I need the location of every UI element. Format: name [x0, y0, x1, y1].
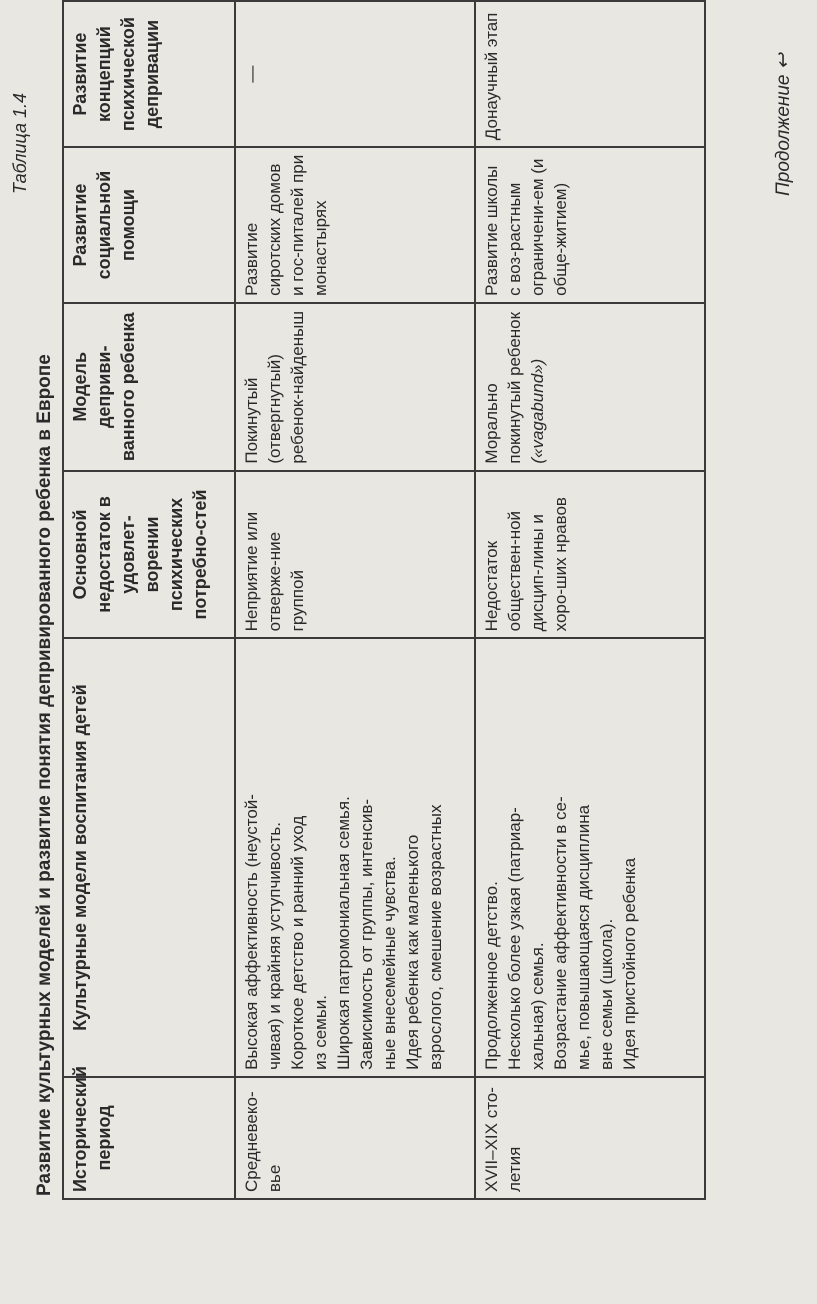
text-line: взрослого, смешение возрастных [426, 804, 445, 1070]
text-line: Возрастание аффективности в се- [551, 796, 570, 1070]
cell-concept: Донаучный этап [475, 1, 705, 147]
table-title: Развитие культурных моделей и развитие понятия депривированного ребенка в Европе [34, 354, 55, 1196]
cell-period: XVII–XIX сто-летия [475, 1077, 705, 1199]
header-main-deficit: Основной недостаток в удовлет-ворении психических потребно-стей [63, 471, 235, 639]
text-line: Несколько более узкая (патриар- [505, 807, 524, 1070]
cell-cultural-model [235, 638, 475, 1076]
header-social-help: Развитие социальной помощи [63, 147, 235, 303]
text-line: вне семьи (школа). [597, 918, 616, 1070]
cell-deficit: Недостаток обществен-ной дисцип-лины и хоро-ших нравов [475, 471, 705, 639]
text-line: Короткое детство и ранний уход [288, 815, 307, 1070]
text-line: Идея ребенка как маленького [403, 834, 422, 1070]
text-line: Продолженное детство. [482, 881, 501, 1070]
text-line: Широкая патромониальная семья. [334, 796, 353, 1070]
deprivation-table [62, 0, 706, 1200]
cell-cultural-model [475, 638, 705, 1076]
text-line: Идея пристойного ребенка [620, 857, 639, 1070]
table-label: Таблица 1.4 [10, 92, 30, 194]
table-row [475, 1, 705, 1199]
header-row [63, 1, 235, 1199]
text-line: Зависимость от группы, интенсив- [357, 798, 376, 1070]
header-cultural-models: Культурные модели воспитания детей [63, 638, 235, 1076]
cell-concept: — [235, 1, 475, 147]
text-line: ные внесемейные чувства. [380, 856, 399, 1070]
table-row [235, 1, 475, 1199]
header-deprived-child-model: Модель деприви-ванного ребенка [63, 303, 235, 471]
cell-child-model: Покинутый (отвергнутый) ребенок-найденыш [235, 303, 475, 471]
continued-label: Продолжение ↩ [773, 53, 794, 196]
cell-social-help: Развитие сиротских домов и гос-питалей при монастырях [235, 147, 475, 303]
text-line: чивая) и крайняя уступчивость. [265, 821, 284, 1070]
child-model-text: Морально покинутый ребенок [482, 311, 524, 464]
child-model-term: («vagabund») [528, 358, 547, 464]
cell-period: Средневеко-вье [235, 1077, 475, 1199]
cell-child-model [475, 303, 705, 471]
header-period: Исторический период [63, 1077, 235, 1199]
cell-social-help: Развитие школы с воз-растным ограничени-ем (и обще-житием) [475, 147, 705, 303]
text-line: Высокая аффективность (неустой- [242, 794, 261, 1070]
text-line: хальная) семья. [528, 942, 547, 1070]
cell-deficit: Неприятие или отверже-ние группой [235, 471, 475, 639]
text-line: из семьи. [311, 995, 330, 1070]
text-line: мье, повышающаяся дисциплина [574, 804, 593, 1070]
header-deprivation-concepts: Развитие концепций психической депривации [63, 1, 235, 147]
